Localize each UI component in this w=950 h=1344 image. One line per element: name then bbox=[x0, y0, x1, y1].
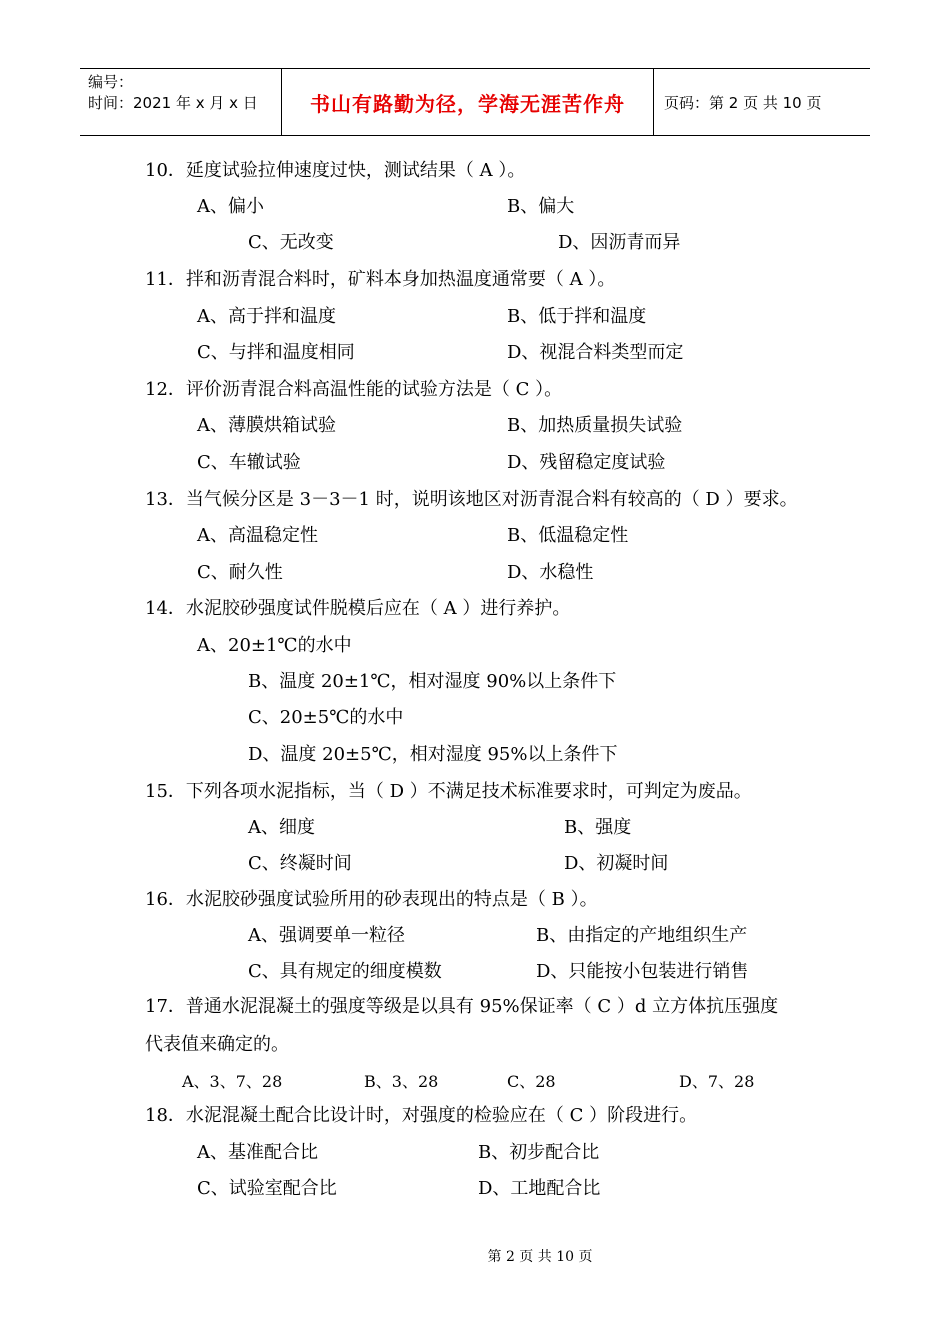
option: A、基准配合比 bbox=[197, 1142, 318, 1163]
number-label: 编号： bbox=[88, 73, 134, 91]
page-footer bbox=[0, 1246, 950, 1266]
option: C、与拌和温度相同 bbox=[197, 342, 355, 363]
question-stem: 14．水泥胶砂强度试件脱模后应在（ A ）进行养护。 bbox=[145, 598, 571, 619]
option: B、偏大 bbox=[507, 196, 575, 217]
question-stem: 18．水泥混凝土配合比设计时，对强度的检验应在（ C ）阶段进行。 bbox=[145, 1105, 698, 1126]
option: C、车辙试验 bbox=[197, 452, 301, 473]
question-stem-continued: 代表值来确定的。 bbox=[145, 1034, 289, 1055]
question-stem: 12．评价沥青混合料高温性能的试验方法是（ C ）。 bbox=[145, 379, 563, 400]
option: C、具有规定的细度模数 bbox=[248, 961, 442, 982]
option: C、试验室配合比 bbox=[197, 1178, 337, 1199]
option: C、无改变 bbox=[248, 232, 334, 253]
option: B、由指定的产地组织生产 bbox=[536, 925, 748, 946]
option: B、强度 bbox=[564, 817, 632, 838]
option: A、薄膜烘箱试验 bbox=[197, 415, 336, 436]
option: D、因沥青而异 bbox=[558, 232, 681, 253]
question-stem: 13．当气候分区是 3－3－1 时，说明该地区对沥青混合料有较高的（ D ）要求。 bbox=[145, 489, 798, 510]
option: A、高于拌和温度 bbox=[197, 306, 336, 327]
question-stem: 10．延度试验拉伸速度过快，测试结果（ A ）。 bbox=[145, 160, 526, 181]
option: D、视混合料类型而定 bbox=[507, 342, 684, 363]
time-label: 时间：2021 年 x 月 x 日 bbox=[88, 94, 258, 112]
option: A、3、7、28 bbox=[182, 1072, 283, 1091]
option: A、强调要单一粒径 bbox=[248, 925, 405, 946]
option: B、加热质量损失试验 bbox=[507, 415, 683, 436]
option: D、水稳性 bbox=[507, 562, 594, 583]
option: B、3、28 bbox=[364, 1072, 439, 1091]
question-stem: 11．拌和沥青混合料时，矿料本身加热温度通常要（ A ）。 bbox=[145, 269, 616, 290]
option: C、20±5℃的水中 bbox=[248, 707, 404, 728]
header-meta bbox=[80, 69, 282, 135]
option: B、低于拌和温度 bbox=[507, 306, 647, 327]
option: B、温度 20±1℃，相对湿度 90%以上条件下 bbox=[248, 671, 617, 692]
option: C、耐久性 bbox=[197, 562, 283, 583]
option: A、细度 bbox=[248, 817, 315, 838]
page-info: 页码：第 2 页 共 10 页 bbox=[664, 93, 822, 112]
option: A、偏小 bbox=[197, 196, 264, 217]
option: B、低温稳定性 bbox=[507, 525, 629, 546]
option: D、温度 20±5℃，相对湿度 95%以上条件下 bbox=[248, 744, 618, 765]
option: B、初步配合比 bbox=[478, 1142, 600, 1163]
option: D、初凝时间 bbox=[564, 853, 669, 874]
option: D、只能按小包装进行销售 bbox=[536, 961, 749, 982]
footer-page-label: 第 2 页 共 10 页 bbox=[487, 1249, 593, 1265]
option: D、工地配合比 bbox=[478, 1178, 601, 1199]
question-stem: 15．下列各项水泥指标，当（ D ）不满足技术标准要求时，可判定为废品。 bbox=[145, 781, 752, 802]
option: A、20±1℃的水中 bbox=[197, 635, 352, 656]
motto: 书山有路勤为径，学海无涯苦作舟 bbox=[282, 69, 654, 135]
header-table bbox=[80, 68, 870, 136]
option: D、7、28 bbox=[679, 1072, 755, 1091]
option: C、28 bbox=[507, 1072, 556, 1091]
question-stem: 16．水泥胶砂强度试验所用的砂表现出的特点是（ B ）。 bbox=[145, 889, 598, 910]
option: D、残留稳定度试验 bbox=[507, 452, 666, 473]
question-stem: 17．普通水泥混凝土的强度等级是以具有 95%保证率（ C ）d 立方体抗压强度 bbox=[145, 996, 779, 1017]
option: C、终凝时间 bbox=[248, 853, 352, 874]
option: A、高温稳定性 bbox=[197, 525, 318, 546]
